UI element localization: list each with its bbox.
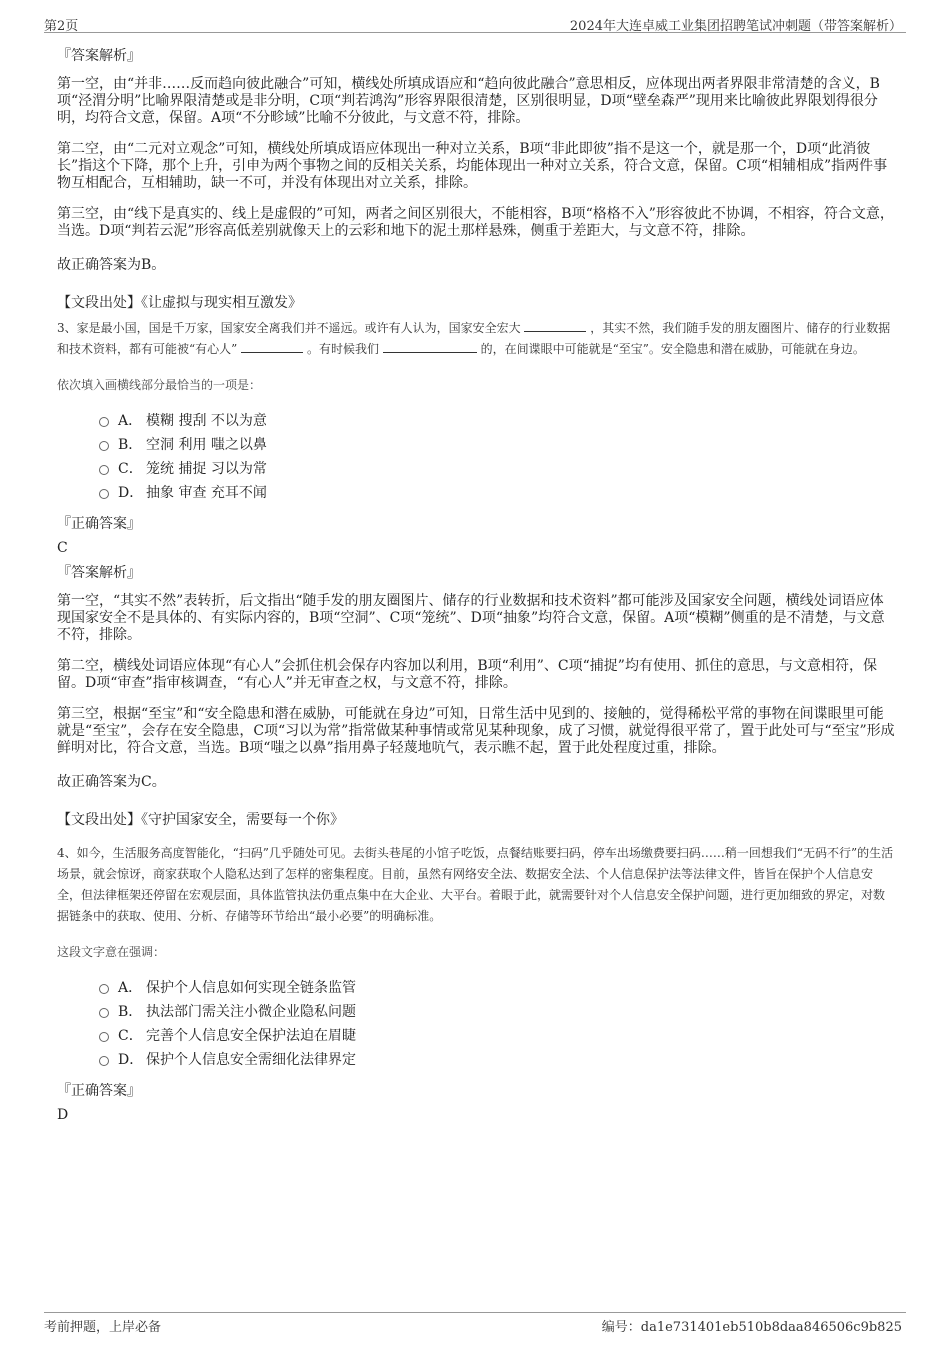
footer-slogan: 考前押题，上岸必备 (44, 1320, 162, 1335)
document-title: 2024年大连卓威工业集团招聘笔试冲刺题（带答案解析） (569, 19, 902, 34)
radio-icon[interactable] (99, 441, 109, 451)
question-4-prompt: 这段文字意在强调： (57, 945, 166, 959)
option-c[interactable]: C． 笼统 捕捉 习以为常 (99, 457, 895, 481)
question-4-text: 4、如今，生活服务高度智能化，“扫码”几乎随处可见。去街头巷尾的小馆子吃饭，点餐结账要扫码，停车出场缴费要扫码……稍一回想我们“无码不行”的生活场景，就会惊讶，商家获取个人隐私达到了怎样的密集程度。目前，虽然有网络安全法、数据安全法、个人信息保护法等法律文件，皆旨在保护个人信息安全，但法律框架还停留在宏观层面，具体监管执法仍重点集中在大企业、大平台。着眼于此，就需要针对个人信息安全保护问题，进行更加细致的界定，对数据链条中的获取、使用、分析、存储等环节给出“最小必要”的明确标准。 (57, 846, 894, 923)
radio-icon[interactable] (99, 1032, 109, 1042)
analysis-paragraph: 第一空，由“并非……反而趋向彼此融合”可知，横线处所填成语应和“趋向彼此融合”意思相反，应体现出两者界限非常清楚的含义，B项“泾渭分明”比喻界限清楚或是非分明，C项“判若鸿沟”形容界限很清楚，区别很明显，D项“壁垒森严”现用来比喻彼此界限划得很分明，均符合文意，保留。A项“不分畛域”比喻不分彼此，与文意不符，排除。 (57, 76, 880, 126)
analysis-paragraph: 第三空，根据“至宝”和“安全隐患和潜在威胁，可能就在身边”可知，日常生活中见到的、接触的，觉得稀松平常的事物在间谍眼里可能就是“至宝”，会存在安全隐患，C项“习以为常”指常做某种事情或常见某种现象，成了习惯，就觉得很平常了，置于此处可与“至宝”形成鲜明对比，符合文意，当选。B项“嗤之以鼻”指用鼻子轻蔑地吭气，表示瞧不起，置于此处程度过重，排除。 (57, 706, 895, 756)
option-a[interactable]: A． 保护个人信息如何实现全链条监管 (99, 976, 895, 1000)
radio-icon[interactable] (99, 1056, 109, 1066)
analysis-paragraph: 第二空，横线处词语应体现“有心人”会抓住机会保存内容加以利用，B项“利用”、C项“捕捉”均有使用、抓住的意思，与文意相符，保留。D项“审查”指审核调查，“有心人”并无审查之权，与文意不符，排除。 (57, 658, 877, 691)
analysis-paragraph: 第三空，由“线下是真实的、线上是虚假的”可知，两者之间区别很大，不能相容，B项“格格不入”形容彼此不协调，不相容，符合文意，当选。D项“判若云泥”形容高低差别就像天上的云彩和地下的泥土那样悬殊，侧重于差距大，与文意不符，排除。 (57, 206, 894, 239)
correct-answer: C (57, 540, 68, 556)
radio-icon[interactable] (99, 489, 109, 499)
page-number: 第2页 (44, 19, 79, 34)
option-c[interactable]: C． 完善个人信息安全保护法迫在眉睫 (99, 1024, 895, 1048)
document-id: 编号：da1e731401eb510b8daa846506c9b825 (601, 1320, 902, 1335)
analysis-label: 『答案解析』 (57, 565, 141, 581)
page-footer (44, 1312, 906, 1335)
option-b[interactable]: B． 空洞 利用 嗤之以鼻 (99, 433, 895, 457)
text-source: 【文段出处】《让虚拟与现实相互激发》 (57, 295, 302, 311)
correct-answer-label: 『正确答案』 (57, 1083, 141, 1099)
analysis-label: 『答案解析』 (57, 48, 141, 64)
radio-icon[interactable] (99, 465, 109, 475)
text-source: 【文段出处】《守护国家安全，需要每一个你》 (57, 812, 344, 828)
question-3-options (99, 409, 895, 505)
option-b[interactable]: B． 执法部门需关注小微企业隐私问题 (99, 1000, 895, 1024)
final-answer: 故正确答案为C。 (57, 774, 166, 790)
fill-blank (241, 340, 303, 353)
radio-icon[interactable] (99, 1008, 109, 1018)
option-a[interactable]: A． 模糊 搜刮 不以为意 (99, 409, 895, 433)
radio-icon[interactable] (99, 417, 109, 427)
question-3-text: 3、家是最小国，国是千万家，国家安全离我们并不遥远。或许有人认为，国家安全宏大 ，其实不然，我们随手发的朋友圈图片、储存的行业数据和技术资料，都有可能被“有心人” 。有时候我们 的，在间谍眼中可能就是“至宝”。安全隐患和潜在威胁，可能就在身边。 (57, 321, 891, 356)
fill-blank (383, 340, 477, 353)
correct-answer-label: 『正确答案』 (57, 516, 141, 532)
document-body (57, 44, 895, 1130)
correct-answer: D (57, 1107, 69, 1123)
option-d[interactable]: D． 保护个人信息安全需细化法律界定 (99, 1048, 895, 1072)
analysis-paragraph: 第一空，“其实不然”表转折，后文指出“随手发的朋友圈图片、储存的行业数据和技术资料”都可能涉及国家安全问题，横线处词语应体现国家安全不是具体的、有实际内容的，B项“空洞”、C项“笼统”、D项“抽象”均符合文意，保留。A项“模糊”侧重的是不清楚，与文意不符，排除。 (57, 593, 885, 643)
final-answer: 故正确答案为B。 (57, 257, 166, 273)
question-3-prompt: 依次填入画横线部分最恰当的一项是： (57, 378, 262, 392)
analysis-paragraph: 第二空，由“二元对立观念”可知，横线处所填成语应体现出一种对立关系，B项“非此即彼”指不是这一个，就是那一个，D项“此消彼长”指这个下降，那个上升，引申为两个事物之间的反相关关系，均能体现出一种对立关系，符合文意，保留。C项“相辅相成”指两件事物互相配合，互相辅助，缺一不可，并没有体现出对立关系，排除。 (57, 141, 888, 191)
fill-blank (524, 319, 586, 332)
question-4-options (99, 976, 895, 1072)
radio-icon[interactable] (99, 984, 109, 994)
option-d[interactable]: D． 抽象 审查 充耳不闻 (99, 481, 895, 505)
page-header (44, 10, 906, 33)
